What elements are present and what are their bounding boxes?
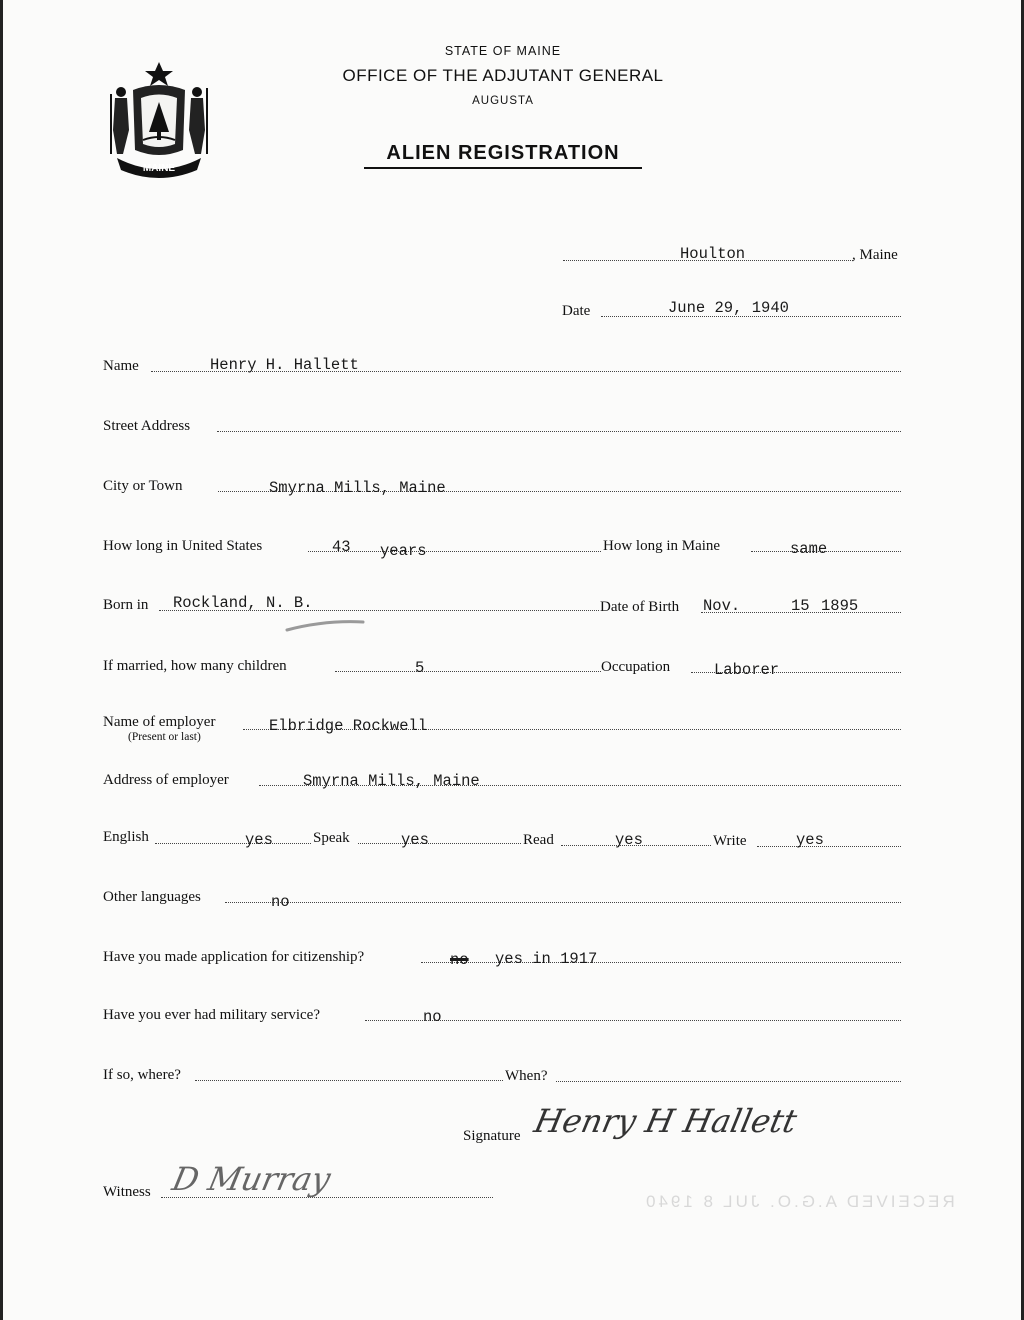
how-long-maine-value: same [790, 540, 828, 558]
maine-state-seal-icon [103, 58, 215, 178]
maine-label: , Maine [852, 247, 898, 263]
dob-day: 15 [791, 597, 810, 615]
witness-label: Witness [103, 1184, 151, 1200]
when-label: When? [505, 1068, 548, 1084]
english-label: English [103, 829, 149, 845]
city-heading: AUGUSTA [472, 95, 534, 107]
witness-signature: D Murray [168, 1160, 334, 1198]
write-line [757, 846, 901, 847]
employer-label: Name of employer [103, 714, 216, 730]
speak-label: Speak [313, 830, 350, 846]
how-long-us-line [308, 551, 601, 552]
read-label: Read [523, 832, 554, 848]
other-languages-value: no [271, 893, 290, 911]
date-label: Date [562, 303, 591, 319]
children-line [335, 671, 601, 672]
citizenship-value: yes in 1917 [495, 950, 598, 968]
dob-year: 1895 [821, 597, 859, 615]
speak-value: yes [401, 831, 429, 849]
received-stamp: RECEIVED A.G.O. JUL 8 1940 [643, 1192, 955, 1211]
signature-label: Signature [463, 1128, 521, 1144]
citizenship-line [421, 962, 901, 963]
street-line [217, 431, 901, 432]
employer-address-label: Address of employer [103, 772, 229, 788]
svg-text:MAINE: MAINE [142, 163, 176, 174]
how-long-us-label: How long in United States [103, 538, 263, 554]
write-value: yes [796, 831, 824, 849]
employer-address-value: Smyrna Mills, Maine [303, 772, 480, 790]
pencil-mark [285, 618, 367, 634]
write-label: Write [713, 833, 747, 849]
other-languages-label: Other languages [103, 889, 201, 905]
how-long-maine-label: How long in Maine [603, 538, 721, 554]
military-value: no [423, 1008, 442, 1026]
dob-month: Nov. [703, 597, 741, 615]
office-heading: OFFICE OF THE ADJUTANT GENERAL [342, 66, 664, 85]
born-in-value: Rockland, N. B. [173, 594, 313, 612]
military-line [365, 1020, 901, 1021]
form-title: ALIEN REGISTRATION [364, 142, 642, 169]
city-label: City or Town [103, 478, 183, 494]
military-label: Have you ever had military service? [103, 1007, 320, 1023]
children-value: 5 [415, 659, 425, 677]
place-value: Houlton [680, 245, 746, 263]
english-value: yes [245, 831, 273, 849]
born-in-label: Born in [103, 597, 149, 613]
children-label: If married, how many children [103, 658, 287, 674]
how-long-us-unit: years [380, 542, 427, 560]
name-value: Henry H. Hallett [210, 356, 359, 374]
occupation-value: Laborer [714, 661, 780, 679]
employer-note: (Present or last) [128, 731, 201, 743]
occupation-label: Occupation [601, 659, 671, 675]
how-long-us-num: 43 [332, 538, 351, 556]
state-heading: STATE OF MAINE [444, 44, 562, 58]
if-so-where-label: If so, where? [103, 1067, 181, 1083]
dob-label: Date of Birth [600, 599, 680, 615]
citizenship-label: Have you made application for citizenship? [103, 949, 365, 965]
city-value: Smyrna Mills, Maine [269, 479, 446, 497]
if-so-where-line [195, 1080, 503, 1081]
speak-line [358, 843, 521, 844]
name-label: Name [103, 358, 139, 374]
street-label: Street Address [103, 418, 191, 434]
signature-value: Henry H Hallett [530, 1102, 801, 1140]
employer-value: Elbridge Rockwell [269, 717, 428, 735]
citizenship-struck-value: no [450, 951, 469, 969]
when-line [556, 1081, 901, 1082]
date-value: June 29, 1940 [668, 299, 789, 317]
read-value: yes [615, 831, 643, 849]
other-languages-line [225, 902, 901, 903]
english-line [155, 843, 311, 844]
